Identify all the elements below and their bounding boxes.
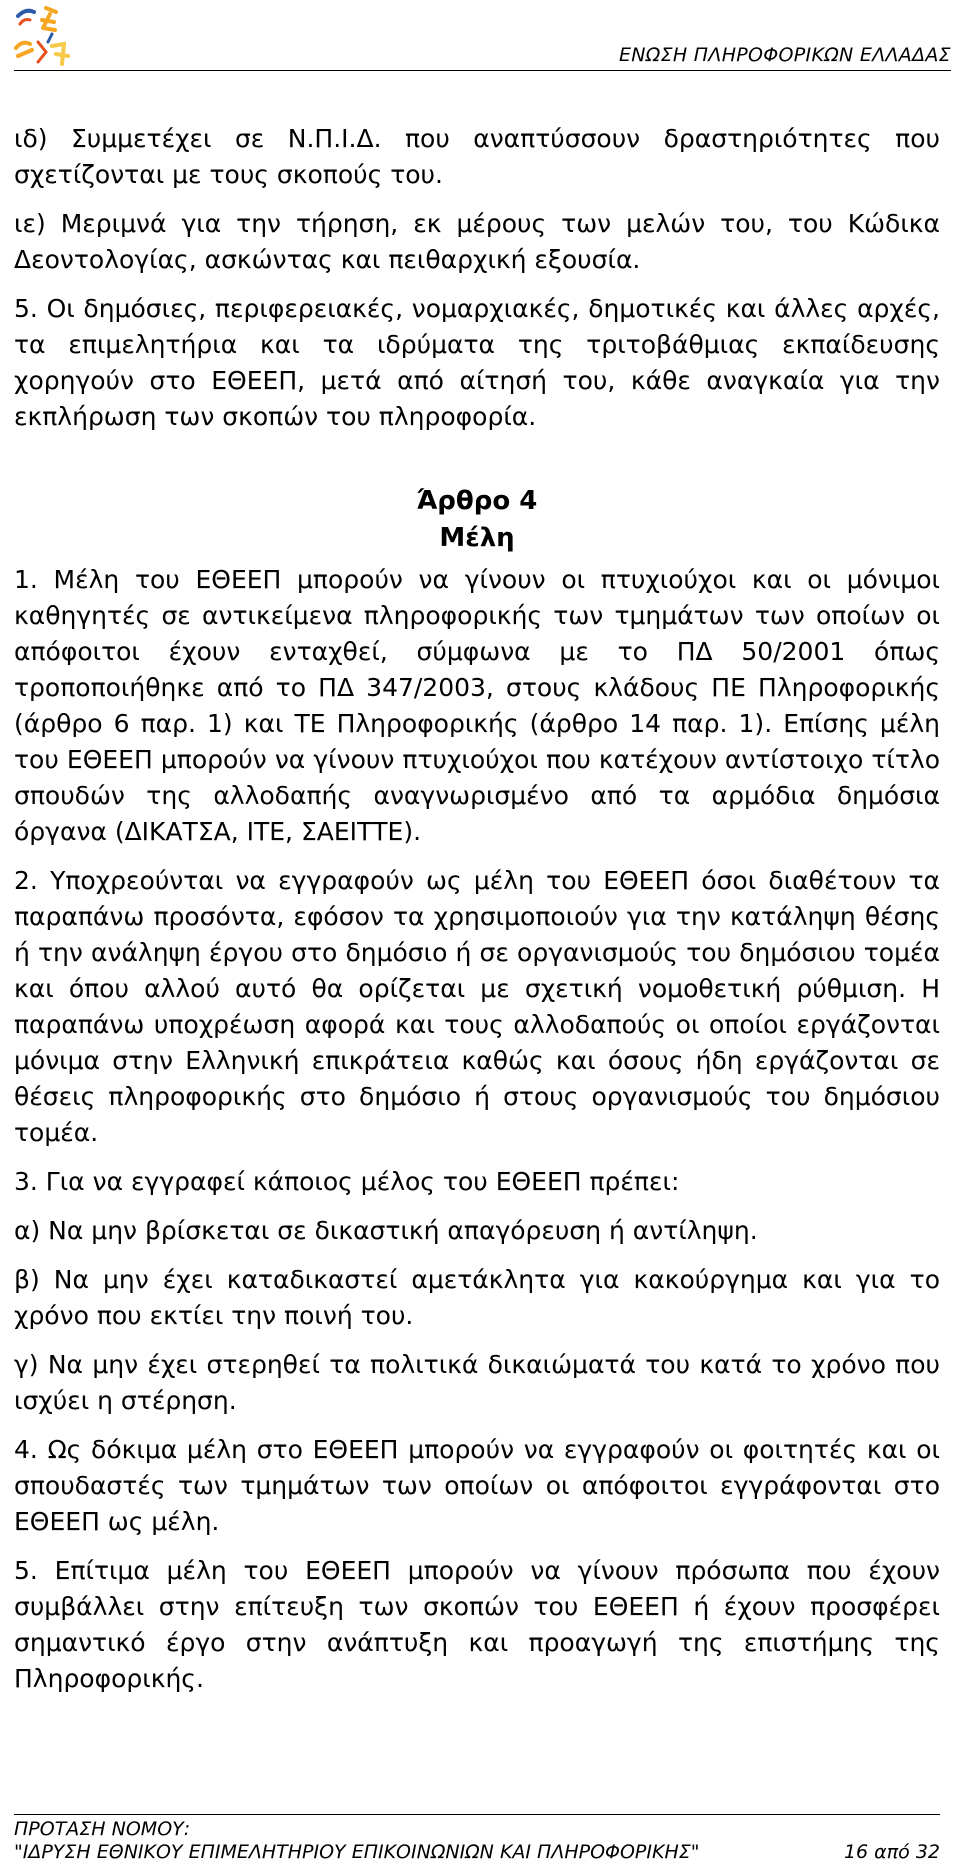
paragraph-2: 2. Υποχρεούνται να εγγραφούν ως μέλη του ΕΘΕΕΠ όσοι διαθέτουν τα παραπάνω προσόντα, εφόσον τα χρησιμοποιούν για την κατάληψη θέσης ή την ανάληψη έργου στο δημόσιο ή σε οργανισμούς του δημόσιου τομέα και όπου αλλού αυτό θα ορίζεται με σχετική νομοθετική ρύθμιση. Η παραπάνω υποχρέωση αφορά και τους αλλοδαπούς οι οποίοι εργάζονται μόνιμα στην Ελληνική επικράτεια καθώς και όσους ήδη εργάζονται σε θέσεις πληροφορικής στο δημόσιο ή στους οργανισμούς του δημόσιου τομέα. bbox=[14, 866, 940, 1147]
footer-document-title: "ΙΔΡΥΣΗ ΕΘΝΙΚΟΥ ΕΠΙΜΕΛΗΤΗΡΙΟΥ ΕΠΙΚΟΙΝΩΝΙΩΝ ΚΑΙ ΠΛΗΡΟΦΟΡΙΚΗΣ" bbox=[14, 1841, 700, 1863]
article-number: Άρθρο 4 bbox=[416, 486, 538, 516]
item-id: ιδ) Συμμετέχει σε Ν.Π.Ι.Δ. που αναπτύσσουν δραστηριότητες που σχετίζονται με τους σκοπούς του. bbox=[14, 124, 940, 189]
article-heading bbox=[14, 483, 940, 557]
paragraph-3b: β) Να μην έχει καταδικαστεί αμετάκλητα για κακούργημα και για το χρόνο που εκτίει την ποινή του. bbox=[14, 1265, 940, 1330]
paragraph-4: 4. Ως δόκιμα μέλη στο ΕΘΕΕΠ μπορούν να εγγραφούν οι φοιτητές και οι σπουδαστές των τμημάτων των οποίων οι απόφοιτοι εγγράφονται στο ΕΘΕΕΠ ως μέλη. bbox=[14, 1435, 940, 1536]
document-body bbox=[14, 121, 940, 1710]
organization-name: ΕΝΩΣΗ ΠΛΗΡΟΦΟΡΙΚΩΝ ΕΛΛΑΔΑΣ bbox=[618, 44, 951, 66]
paragraph-3: 3. Για να εγγραφεί κάποιος μέλος του ΕΘΕΕΠ πρέπει: bbox=[14, 1167, 680, 1196]
paragraph-5: 5. Επίτιμα μέλη του ΕΘΕΕΠ μπορούν να γίνουν πρόσωπα που έχουν συμβάλλει στην επίτευξη των σκοπών του ΕΘΕΕΠ ή έχουν προσφέρει σημαντικό έργο στην ανάπτυξη και προαγωγή της επιστήμης της Πληροφορικής. bbox=[14, 1556, 940, 1693]
article-title: Μέλη bbox=[439, 523, 515, 553]
page-header bbox=[0, 0, 960, 74]
item-ie: ιε) Μεριμνά για την τήρηση, εκ μέρους των μελών του, του Κώδικα Δεοντολογίας, ασκώντας και πειθαρχική εξουσία. bbox=[14, 209, 940, 274]
previous-article-paragraph-5: 5. Οι δημόσιες, περιφερειακές, νομαρχιακές, δημοτικές και άλλες αρχές, τα επιμελητήρια και τα ιδρύματα της τριτοβάθμιας εκπαίδευσης χορηγούν στο ΕΘΕΕΠ, μετά από αίτησή του, κάθε αναγκαία για την εκπλήρωση των σκοπών του πληροφορία. bbox=[14, 294, 940, 431]
page-number: 16 από 32 bbox=[843, 1841, 940, 1863]
paragraph-1: 1. Μέλη του ΕΘΕΕΠ μπορούν να γίνουν οι πτυχιούχοι και οι μόνιμοι καθηγητές σε αντικείμενα πληροφορικής των τμημάτων των οποίων οι απόφοιτοι έχουν ενταχθεί, σύμφωνα με το ΠΔ 50/2001 όπως τροποποιήθηκε από το ΠΔ 347/2003, στους κλάδους ΠΕ Πληροφορικής (άρθρο 6 παρ. 1) και ΤΕ Πληροφορικής (άρθρο 14 παρ. 1). Επίσης μέλη του ΕΘΕΕΠ μπορούν να γίνουν πτυχιούχοι που κατέχουν αντίστοιχο τίτλο σπουδών της αλλοδαπής αναγνωρισμένο από τα αρμόδια δημόσια όργανα (ΔΙΚΑΤΣΑ, ΙΤΕ, ΣΑΕΙΤΤΕ). bbox=[14, 565, 940, 846]
organization-logo bbox=[12, 4, 84, 70]
footer-divider bbox=[14, 1814, 940, 1815]
paragraph-3c: γ) Να μην έχει στερηθεί τα πολιτικά δικαιώματά του κατά το χρόνο που ισχύει η στέρηση. bbox=[14, 1350, 940, 1415]
header-divider bbox=[14, 70, 951, 71]
footer-document-type: ΠΡΟΤΑΣΗ ΝΟΜΟΥ: bbox=[14, 1818, 191, 1840]
page-footer bbox=[14, 1818, 940, 1864]
paragraph-3a: α) Να μην βρίσκεται σε δικαστική απαγόρευση ή αντίληψη. bbox=[14, 1216, 758, 1245]
